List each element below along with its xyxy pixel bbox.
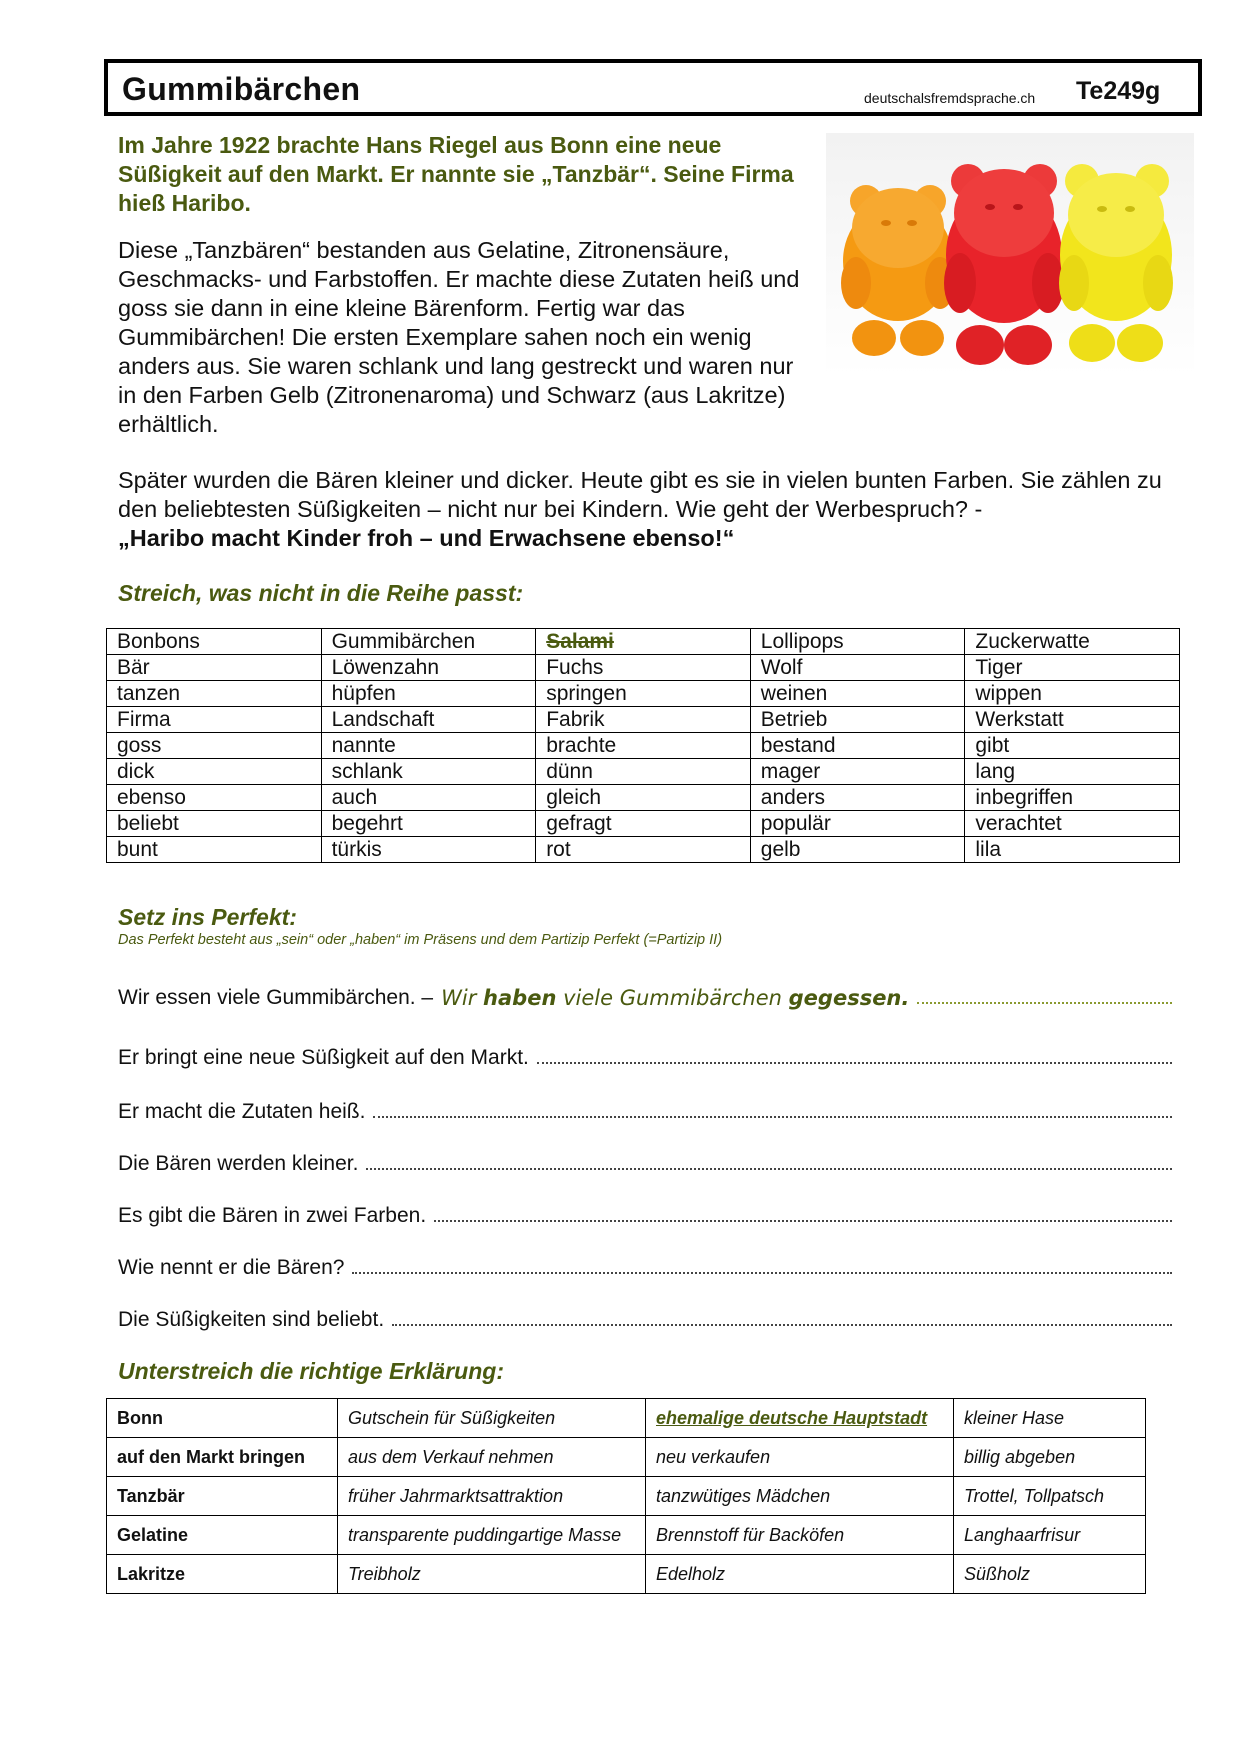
- cell-text: gleich: [546, 786, 602, 809]
- cell-text: gelb: [760, 838, 801, 861]
- cell-text: auch: [331, 786, 378, 809]
- cell-text: Langhaarfrisur: [964, 1524, 1081, 1545]
- table-cell[interactable]: [536, 759, 751, 785]
- table-row: [107, 1516, 1146, 1555]
- cell-text: Süßholz: [964, 1563, 1031, 1584]
- option-cell[interactable]: [646, 1555, 954, 1594]
- cell-text: ebenso: [117, 786, 186, 809]
- paragraph-1: Diese „Tanzbären“ bestanden aus Gelatine, Zitronensäure, Geschmacks- und Farbstoffen. Er machte diese Zutaten heiß und goss sie dann in eine kleine Bärenform. Fertig war das Gummibärchen! Die ersten Exemplare sahen noch ein wenig anders aus. Sie waren schlank und lang gestreckt und waren nur in den Farben Gelb (Zitronenaroma) und Schwarz (aus Lakritze) erhältlich.: [118, 237, 800, 437]
- table-row: [107, 1477, 1146, 1516]
- exercise-sentence: Er bringt eine neue Süßigkeit auf den Markt.: [118, 1046, 529, 1069]
- cell-text: auf den Markt bringen: [117, 1446, 306, 1467]
- exercise-sentence: Die Süßigkeiten sind beliebt.: [118, 1308, 385, 1331]
- answer-line[interactable]: [366, 1167, 1172, 1170]
- table-row: [107, 1399, 1146, 1438]
- answer-line[interactable]: [352, 1271, 1172, 1274]
- cell-text: Salami: [546, 630, 614, 653]
- cell-text: früher Jahrmarktsattraktion: [348, 1485, 564, 1506]
- table-cell[interactable]: [750, 733, 965, 759]
- cell-text: Edelholz: [656, 1563, 726, 1584]
- table-row: [107, 1438, 1146, 1477]
- table-cell[interactable]: [965, 655, 1180, 681]
- cell-text: hüpfen: [331, 682, 396, 705]
- table-cell[interactable]: [536, 629, 751, 655]
- example-row: [118, 980, 1172, 1010]
- cell-text: gibt: [975, 734, 1010, 757]
- cell-text: gefragt: [546, 812, 612, 835]
- table-cell[interactable]: [750, 837, 965, 863]
- cell-text: verachtet: [975, 812, 1062, 835]
- table-row: [107, 707, 1180, 733]
- answer-line[interactable]: [373, 1115, 1172, 1118]
- worksheet-code: Te249g: [1076, 77, 1161, 105]
- table-row: [107, 811, 1180, 837]
- table-row: [107, 837, 1180, 863]
- cell-text: Löwenzahn: [331, 656, 440, 679]
- cell-text: Fuchs: [546, 656, 604, 679]
- cell-text: tanzwütiges Mädchen: [656, 1485, 831, 1506]
- table-cell[interactable]: [107, 629, 322, 655]
- table-cell[interactable]: [107, 707, 322, 733]
- option-cell[interactable]: [646, 1516, 954, 1555]
- table-cell[interactable]: [107, 655, 322, 681]
- table-cell[interactable]: [321, 785, 536, 811]
- table-cell[interactable]: [321, 707, 536, 733]
- cell-text: Gutschein für Süßigkeiten: [348, 1407, 556, 1428]
- term-cell: [107, 1477, 338, 1516]
- cell-text: bunt: [117, 838, 158, 861]
- table-cell[interactable]: [965, 629, 1180, 655]
- exercise-sentence: Er macht die Zutaten heiß.: [118, 1100, 366, 1123]
- table-cell[interactable]: [750, 811, 965, 837]
- cell-text: weinen: [760, 682, 828, 705]
- table-cell[interactable]: [965, 811, 1180, 837]
- table-cell[interactable]: [321, 733, 536, 759]
- cell-text: Lakritze: [117, 1563, 186, 1584]
- term-cell: [107, 1399, 338, 1438]
- cell-text: dünn: [546, 760, 593, 783]
- option-cell[interactable]: [954, 1399, 1146, 1438]
- table-cell[interactable]: [536, 681, 751, 707]
- section-heading-perfekt: Setz ins Perfekt:: [118, 904, 297, 930]
- table-cell[interactable]: [321, 655, 536, 681]
- cell-text: wippen: [975, 682, 1042, 705]
- answer-line[interactable]: [537, 1061, 1172, 1064]
- exercise-sentence: Wie nennt er die Bären?: [118, 1256, 345, 1279]
- table-cell[interactable]: [965, 681, 1180, 707]
- exercise-row: [118, 1040, 1172, 1070]
- cell-text: Betrieb: [760, 708, 828, 731]
- option-cell[interactable]: [338, 1399, 646, 1438]
- gummy-bears-image: [826, 133, 1194, 376]
- exercise-row: [118, 1198, 1172, 1228]
- cell-text: anders: [760, 786, 825, 809]
- cell-text: Bär: [117, 656, 150, 679]
- table-cell[interactable]: [750, 759, 965, 785]
- table-cell[interactable]: [965, 759, 1180, 785]
- table-row: [107, 629, 1180, 655]
- cell-text: Wolf: [760, 656, 803, 679]
- cell-text: goss: [117, 734, 162, 757]
- table-cell[interactable]: [965, 733, 1180, 759]
- table-cell[interactable]: [536, 707, 751, 733]
- table-cell[interactable]: [321, 811, 536, 837]
- option-cell[interactable]: [954, 1555, 1146, 1594]
- odd-one-out-table: [106, 628, 1180, 863]
- exercise-sentence: Die Bären werden kleiner.: [118, 1152, 359, 1175]
- section-heading-explanation: Unterstreich die richtige Erklärung:: [118, 1358, 504, 1384]
- cell-text: Tanzbär: [117, 1485, 185, 1506]
- option-cell[interactable]: [338, 1477, 646, 1516]
- cell-text: beliebt: [117, 812, 179, 835]
- cell-text: Gelatine: [117, 1524, 189, 1545]
- cell-text: dick: [117, 760, 155, 783]
- perfekt-explanation: Das Perfekt besteht aus „sein“ oder „haben“ im Präsens und dem Partizip Perfekt (=Partizip II): [118, 932, 723, 948]
- cell-text: transparente puddingartige Masse: [348, 1524, 622, 1545]
- cell-text: Bonn: [117, 1407, 163, 1428]
- cell-text: Bonbons: [117, 630, 200, 653]
- cell-text: Zuckerwatte: [975, 630, 1090, 653]
- page-title: Gummibärchen: [122, 71, 361, 107]
- exercise-row: [118, 1146, 1172, 1176]
- table-cell[interactable]: [750, 681, 965, 707]
- option-cell[interactable]: [954, 1516, 1146, 1555]
- answer-line[interactable]: [434, 1219, 1172, 1222]
- table-row: [107, 733, 1180, 759]
- cell-text: nannte: [331, 734, 396, 757]
- option-cell[interactable]: [646, 1438, 954, 1477]
- table-row: [107, 759, 1180, 785]
- example-sentence: Wir essen viele Gummibärchen. –: [118, 986, 434, 1009]
- cell-text: billig abgeben: [964, 1446, 1076, 1467]
- cell-text: Treibholz: [348, 1563, 421, 1584]
- table-cell[interactable]: [536, 655, 751, 681]
- table-cell[interactable]: [965, 837, 1180, 863]
- example-answer: Wir haben viele Gummibärchen gegessen.: [441, 986, 910, 1010]
- cell-text: Werkstatt: [975, 708, 1064, 731]
- option-cell[interactable]: [646, 1477, 954, 1516]
- paragraph-2-text: Später wurden die Bären kleiner und dicker. Heute gibt es sie in vielen bunten Farben. Sie zählen zu den beliebtesten Süßigkeiten – nicht nur bei Kindern. Wie geht der Werbespruch? -: [118, 467, 1162, 522]
- section-heading-odd-one-out: Streich, was nicht in die Reihe passt:: [118, 580, 524, 606]
- table-cell[interactable]: [965, 707, 1180, 733]
- cell-text: ehemalige deutsche Hauptstadt: [656, 1407, 928, 1428]
- cell-text: aus dem Verkauf nehmen: [348, 1446, 554, 1467]
- table-cell[interactable]: [321, 837, 536, 863]
- cell-text: Lollipops: [760, 630, 844, 653]
- title-box: [104, 59, 1202, 116]
- cell-text: tanzen: [117, 682, 181, 705]
- table-cell[interactable]: [107, 837, 322, 863]
- paragraph-2: [118, 466, 1178, 553]
- cell-text: neu verkaufen: [656, 1446, 771, 1467]
- cell-text: türkis: [331, 838, 382, 861]
- cell-text: brachte: [546, 734, 617, 757]
- cell-text: begehrt: [331, 812, 403, 835]
- table-cell[interactable]: [750, 629, 965, 655]
- table-cell[interactable]: [536, 811, 751, 837]
- table-cell[interactable]: [536, 837, 751, 863]
- exercise-row: [118, 1250, 1172, 1280]
- table-cell[interactable]: [750, 707, 965, 733]
- cell-text: Firma: [117, 708, 171, 731]
- table-cell[interactable]: [321, 759, 536, 785]
- cell-text: Landschaft: [331, 708, 435, 731]
- intro-text: Im Jahre 1922 brachte Hans Riegel aus Bonn eine neue Süßigkeit auf den Markt. Er nannte sie „Tanzbär“. Seine Firma hieß Haribo.: [118, 132, 794, 216]
- cell-text: lang: [975, 760, 1016, 783]
- table-cell[interactable]: [107, 785, 322, 811]
- exercise-sentence: Es gibt die Bären in zwei Farben.: [118, 1204, 427, 1227]
- term-cell: [107, 1438, 338, 1477]
- table-cell[interactable]: [321, 681, 536, 707]
- cell-text: springen: [546, 682, 627, 705]
- table-cell[interactable]: [107, 681, 322, 707]
- term-cell: [107, 1555, 338, 1594]
- explanation-table: [106, 1398, 1146, 1594]
- cell-text: kleiner Hase: [964, 1407, 1065, 1428]
- option-cell[interactable]: [338, 1516, 646, 1555]
- cell-text: Brennstoff für Backöfen: [656, 1524, 845, 1545]
- table-row: [107, 1555, 1146, 1594]
- option-cell[interactable]: [646, 1399, 954, 1438]
- table-cell[interactable]: [536, 733, 751, 759]
- answer-line[interactable]: [392, 1323, 1172, 1326]
- option-cell[interactable]: [338, 1438, 646, 1477]
- cell-text: mager: [760, 760, 821, 783]
- cell-text: lila: [975, 838, 1002, 861]
- site-name: deutschalsfremdsprache.ch: [864, 90, 1036, 106]
- slogan: „Haribo macht Kinder froh – und Erwachsene ebenso!“: [118, 525, 735, 551]
- term-cell: [107, 1516, 338, 1555]
- cell-text: Fabrik: [546, 708, 605, 731]
- option-cell[interactable]: [338, 1555, 646, 1594]
- table-row: [107, 785, 1180, 811]
- table-cell[interactable]: [965, 785, 1180, 811]
- table-row: [107, 655, 1180, 681]
- cell-text: populär: [760, 812, 831, 835]
- table-cell[interactable]: [107, 811, 322, 837]
- answer-line: [917, 1001, 1172, 1004]
- cell-text: Tiger: [975, 656, 1023, 679]
- cell-text: schlank: [331, 760, 403, 783]
- option-cell[interactable]: [954, 1438, 1146, 1477]
- table-cell[interactable]: [107, 733, 322, 759]
- cell-text: inbegriffen: [975, 786, 1074, 809]
- exercise-row: [118, 1302, 1172, 1332]
- table-cell[interactable]: [321, 629, 536, 655]
- option-cell[interactable]: [954, 1477, 1146, 1516]
- table-cell[interactable]: [536, 785, 751, 811]
- cell-text: rot: [546, 838, 571, 861]
- table-cell[interactable]: [750, 785, 965, 811]
- cell-text: Trottel, Tollpatsch: [964, 1485, 1105, 1506]
- table-cell[interactable]: [750, 655, 965, 681]
- table-cell[interactable]: [107, 759, 322, 785]
- table-row: [107, 681, 1180, 707]
- exercise-row: [118, 1094, 1172, 1124]
- cell-text: bestand: [760, 734, 836, 757]
- cell-text: Gummibärchen: [331, 630, 476, 653]
